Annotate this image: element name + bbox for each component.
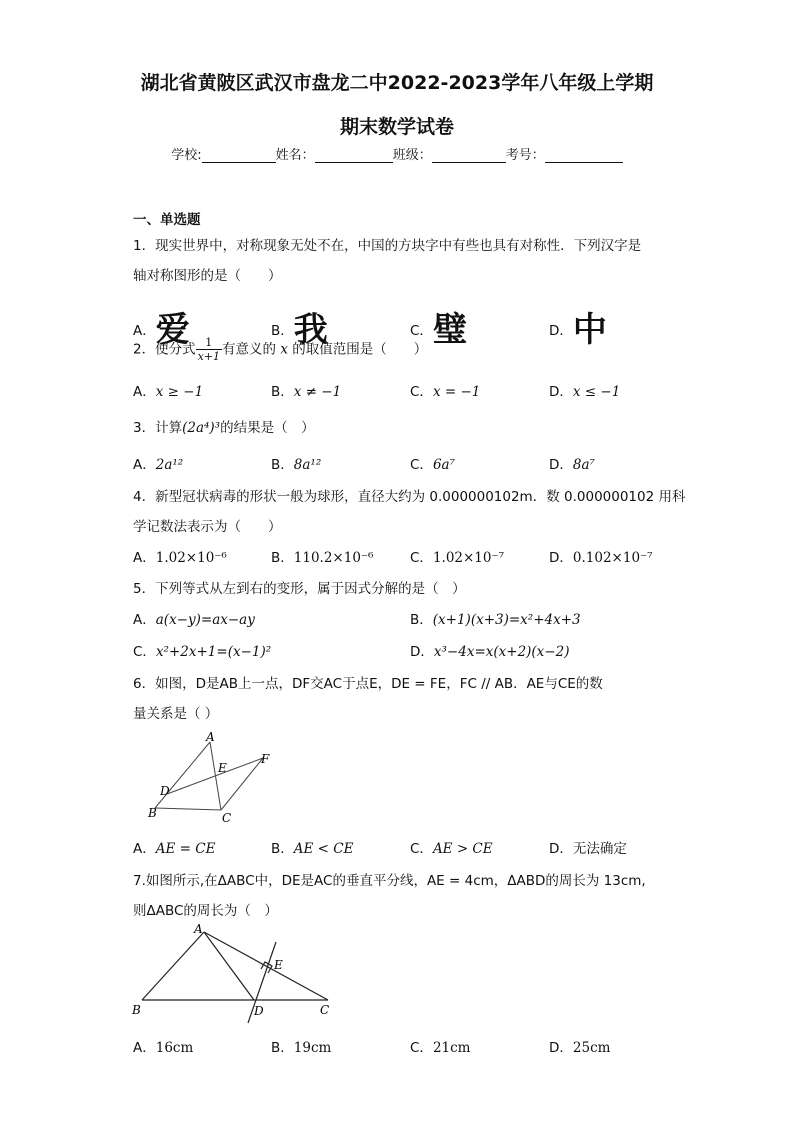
- label-b: B: [148, 806, 157, 820]
- school-blank[interactable]: [202, 148, 276, 163]
- q7-line1: 7.如图所示,在ΔABC中，DE是AC的垂直平分线，AE = 4cm，ΔABD的周长为 13cm,: [133, 873, 646, 889]
- q6-figure: [140, 728, 290, 828]
- name-label: 姓名：: [275, 148, 315, 163]
- label-d: D: [160, 784, 170, 798]
- option-letter: B．: [271, 323, 294, 339]
- label-c: C: [320, 1003, 330, 1017]
- q4-line2: 学记数法表示为（ ）: [133, 519, 282, 535]
- q7-figure: [128, 920, 338, 1030]
- student-info-row: [0, 144, 794, 163]
- option-text: 爱: [155, 310, 190, 350]
- page-title-line2: 期末数学试卷: [339, 116, 454, 138]
- label-e: E: [218, 761, 227, 775]
- q6-line2: 量关系是（ ）: [133, 706, 219, 722]
- q2-option-a[interactable]: A．x ≥ −1: [133, 384, 204, 400]
- q2-option-d[interactable]: D．x ≤ −1: [549, 384, 621, 400]
- class-label: 班级：: [392, 148, 432, 163]
- q5-option-c[interactable]: C．x²+2x+1=(x−1)²: [133, 644, 272, 660]
- q3-option-d[interactable]: D．8a⁷: [549, 457, 595, 473]
- q1-line2: 轴对称图形的是（ ）: [133, 268, 282, 284]
- q3-option-c[interactable]: C．6a⁷: [410, 457, 455, 473]
- option-text: 璧: [432, 310, 467, 350]
- exam-no-label: 考号：: [505, 148, 545, 163]
- q4-option-b[interactable]: B．110.2×10⁻⁶: [271, 550, 374, 566]
- q3-option-a[interactable]: A．2a¹²: [133, 457, 184, 473]
- q6-option-b[interactable]: B．AE < CE: [271, 841, 354, 857]
- label-b: B: [132, 1003, 141, 1017]
- label-c: C: [222, 811, 232, 825]
- label-d: D: [254, 1004, 264, 1018]
- option-letter: C．: [410, 323, 433, 339]
- page-title-line1: 湖北省黄陂区武汉市盘龙二中2022-2023学年八年级上学期: [140, 72, 654, 94]
- class-blank[interactable]: [432, 148, 506, 163]
- option-text: 我: [293, 310, 328, 350]
- q7-option-c[interactable]: C．21cm: [410, 1040, 471, 1056]
- q5-option-b[interactable]: B．(x+1)(x+3)=x²+4x+3: [410, 612, 581, 628]
- q6-line1: 6．如图，D是AB上一点，DF交AC于点E，DE = FE，FC // AB．AE与CE的数: [133, 676, 603, 692]
- q6-option-c[interactable]: C．AE > CE: [410, 841, 493, 857]
- q7-option-b[interactable]: B．19cm: [271, 1040, 332, 1056]
- label-f: F: [261, 752, 270, 766]
- q7-line2: 则ΔABC的周长为（ ）: [133, 903, 278, 919]
- exam-no-blank[interactable]: [545, 148, 623, 163]
- q2-option-b[interactable]: B．x ≠ −1: [271, 384, 342, 400]
- q4-option-a[interactable]: A．1.02×10⁻⁶: [133, 550, 227, 566]
- q7-option-d[interactable]: D．25cm: [549, 1040, 611, 1056]
- name-blank[interactable]: [315, 148, 393, 163]
- q5-option-d[interactable]: D．x³−4x=x(x+2)(x−2): [410, 644, 570, 660]
- label-a: A: [194, 922, 203, 936]
- label-a: A: [206, 730, 215, 744]
- option-text: 中: [572, 310, 607, 350]
- q4-option-c[interactable]: C．1.02×10⁻⁷: [410, 550, 505, 566]
- q3-option-b[interactable]: B．8a¹²: [271, 457, 322, 473]
- q4-line1: 4．新型冠状病毒的形状一般为球形，直径大约为 0.000000102m．数 0.000000102 用科: [133, 489, 686, 505]
- q6-option-a[interactable]: A．AE = CE: [133, 841, 216, 857]
- q2-stem: 2．使分式 $\frac{1}{x+1}$ 有意义的 x 的取值范围是（ ）: [133, 336, 428, 363]
- q6-option-d[interactable]: D．无法确定: [549, 841, 627, 857]
- fraction: $\frac{1}{x+1}$: [197, 336, 221, 363]
- q1-option-d[interactable]: [549, 296, 607, 350]
- label-e: E: [274, 958, 283, 972]
- school-label: 学校:: [171, 148, 202, 163]
- q3-stem: 3．计算(2a⁴)³的结果是（ ）: [133, 420, 315, 436]
- q2-option-c[interactable]: C．x = −1: [410, 384, 481, 400]
- q1-line1: 1．现实世界中，对称现象无处不在，中国的方块字中有些也具有对称性．下列汉字是: [133, 238, 642, 254]
- q5-option-a[interactable]: A．a(x−y)=ax−ay: [133, 612, 255, 628]
- q5-line1: 5．下列等式从左到右的变形，属于因式分解的是（ ）: [133, 581, 466, 597]
- q7-option-a[interactable]: A．16cm: [133, 1040, 194, 1056]
- section-title: 一、单选题: [133, 212, 201, 228]
- q4-option-d[interactable]: D．0.102×10⁻⁷: [549, 550, 653, 566]
- option-letter: D．: [549, 323, 573, 339]
- option-letter: A．: [133, 323, 156, 339]
